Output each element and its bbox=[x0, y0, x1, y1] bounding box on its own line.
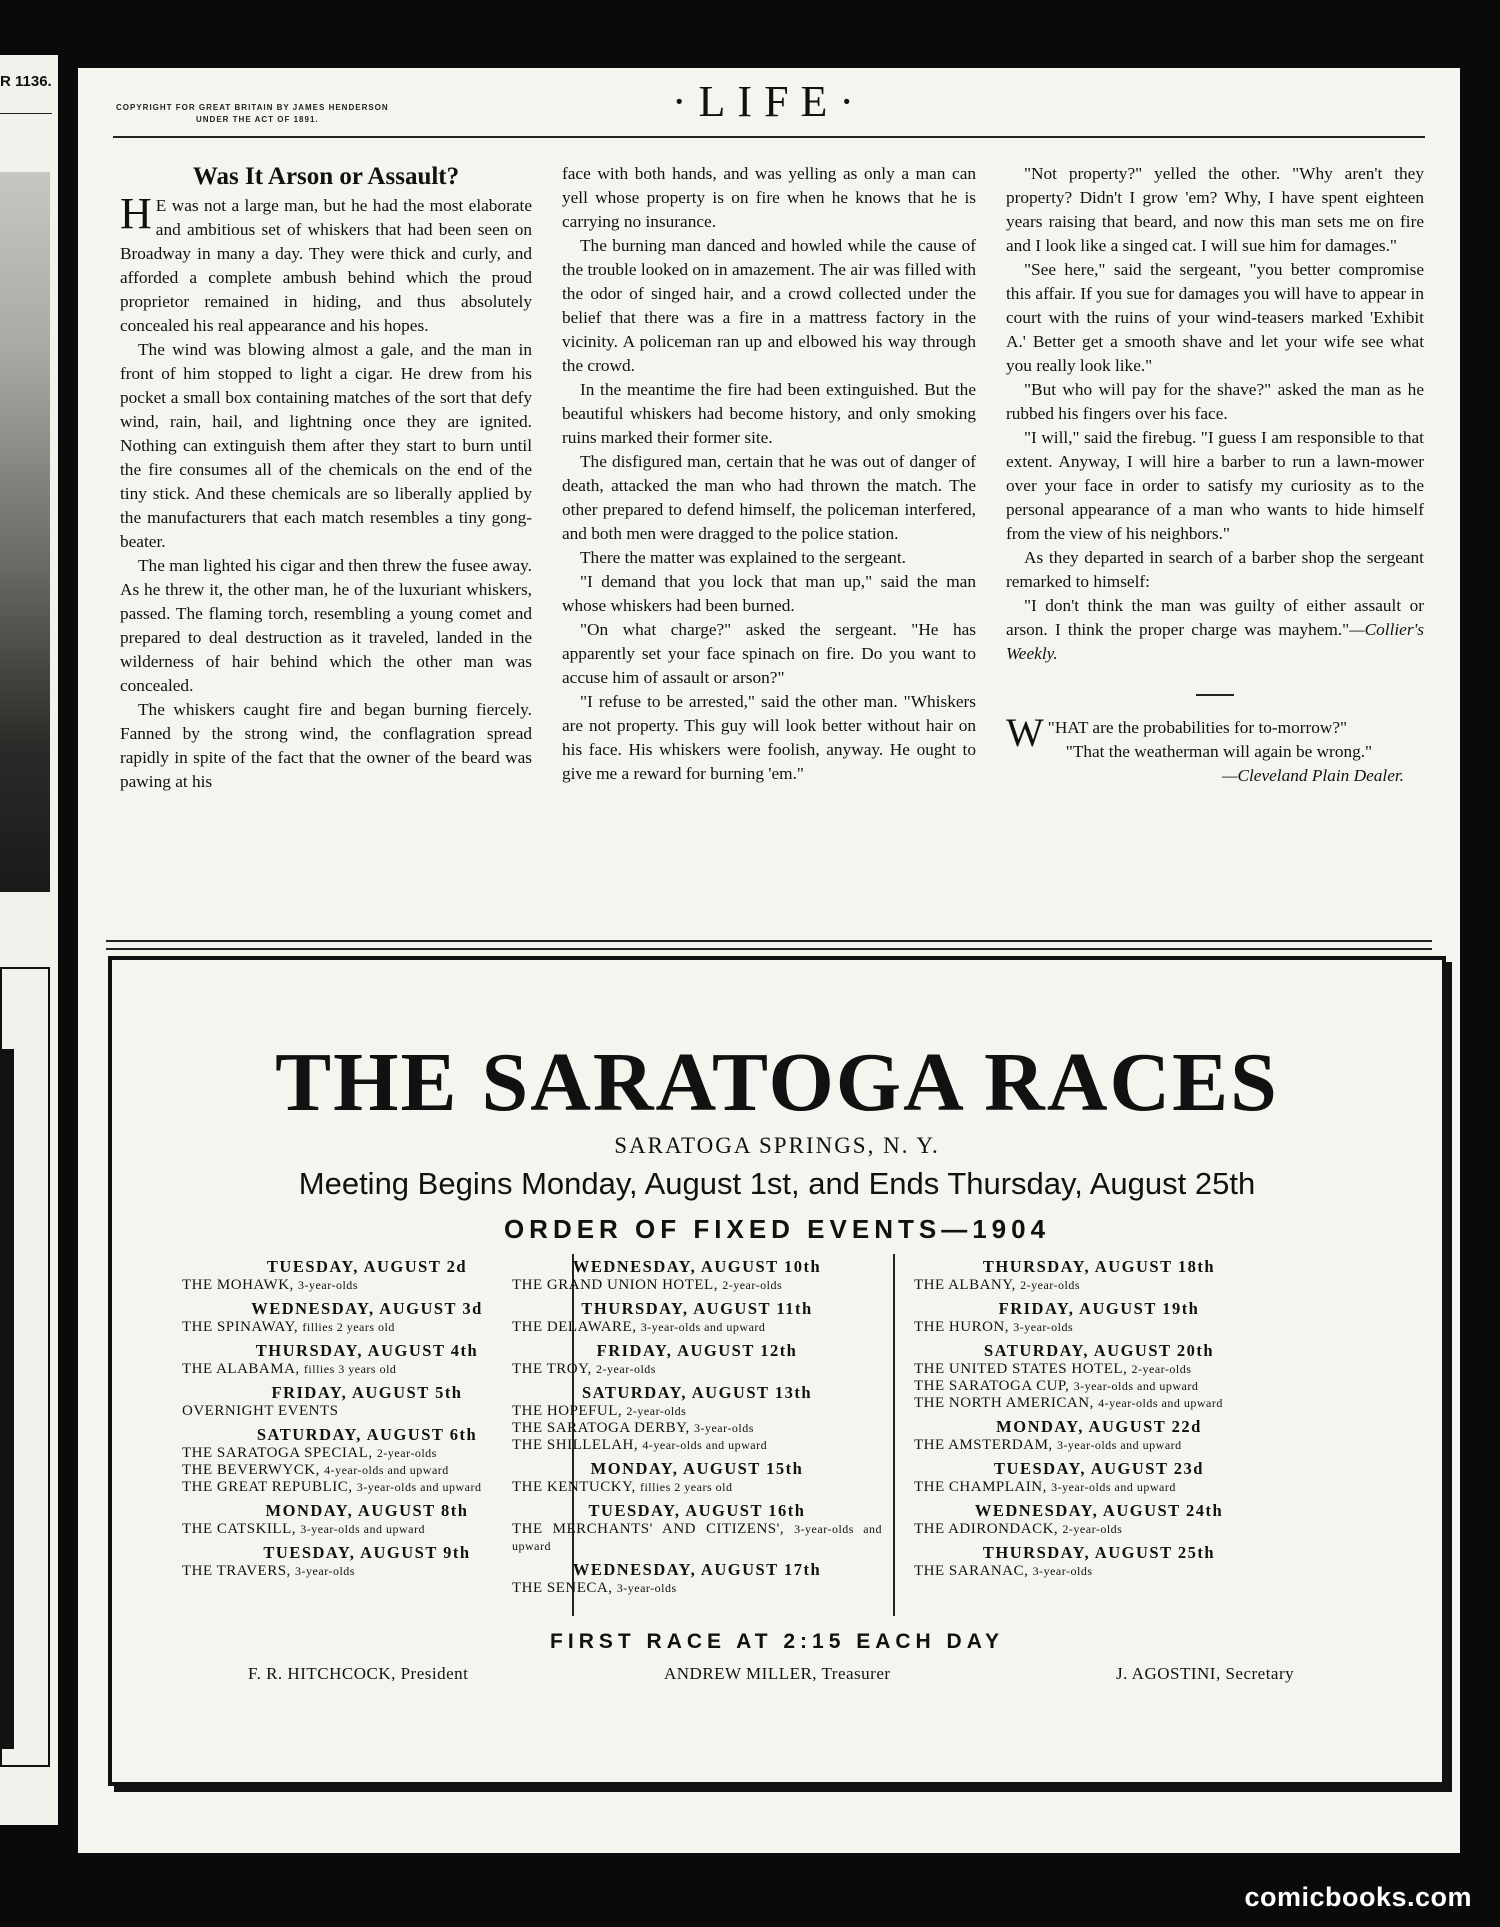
president: F. R. HITCHCOCK, President bbox=[248, 1664, 469, 1683]
events-column-2 bbox=[512, 1252, 882, 1597]
race-event: THE GRAND UNION HOTEL, 2-year-olds bbox=[512, 1277, 783, 1293]
magazine-page bbox=[78, 68, 1460, 1853]
saratoga-advertisement bbox=[108, 956, 1446, 1786]
event-date: MONDAY, AUGUST 15th bbox=[590, 1459, 804, 1478]
race-event: THE SARATOGA SPECIAL, 2-year-olds bbox=[182, 1445, 437, 1461]
secretary: J. AGOSTINI, Secretary bbox=[1116, 1664, 1295, 1683]
joke-source: —Cleveland Plain Dealer. bbox=[1222, 766, 1404, 785]
paragraph: In the meantime the fire had been extinguished. But the beautiful whiskers had become history, and only smoking ruins marked their former site. bbox=[562, 380, 976, 447]
joke-answer: "That the weatherman will again be wrong." bbox=[1065, 742, 1373, 761]
event-date: WEDNESDAY, AUGUST 10th bbox=[572, 1257, 822, 1276]
event-date: MONDAY, AUGUST 8th bbox=[265, 1501, 469, 1520]
race-event: THE SPINAWAY, fillies 2 years old bbox=[182, 1319, 395, 1335]
race-event: THE DELAWARE, 3-year-olds and upward bbox=[512, 1319, 766, 1335]
left-page-frame bbox=[0, 967, 50, 1767]
race-event: THE GREAT REPUBLIC, 3-year-olds and upward bbox=[182, 1479, 482, 1495]
paragraph: The man lighted his cigar and then threw the fusee away. As he threw it, the other man, he of the luxuriant whiskers, passed. The flaming torch, resembling a young comet and prepared to deal destruction as it traveled, landed in the wilderness of hair behind which the other man was concealed. bbox=[120, 556, 532, 695]
left-page-photo bbox=[0, 172, 50, 892]
event-date: WEDNESDAY, AUGUST 3d bbox=[251, 1299, 483, 1318]
race-event: THE AMSTERDAM, 3-year-olds and upward bbox=[914, 1437, 1182, 1453]
paragraph: As they departed in search of a barber shop the sergeant remarked to himself: bbox=[1006, 548, 1424, 591]
drop-cap: W bbox=[1006, 710, 1044, 755]
paragraph: The wind was blowing almost a gale, and the man in front of him stopped to light a cigar. He drew from his pocket a small box containing matches of the sort that defy wind, rain, hail, and lightning once they are ignited. Nothing can extinguish them after they start to burn until the fire consumes all of the chemicals on the end of the tiny stick. And these chemicals are so liberally applied by the manufacturers that each match resembles a tiny gong-beater. bbox=[120, 340, 532, 551]
section-double-rule bbox=[106, 940, 1432, 950]
joke-question: " W HAT are the probabilities for to-morrow?" bbox=[1006, 710, 1348, 755]
left-page-strip bbox=[0, 55, 58, 1825]
copyright-notice: COPYRIGHT FOR GREAT BRITAIN BY JAMES HENDERSON UNDER THE ACT OF 1891. bbox=[116, 103, 389, 124]
paragraph: "I will," said the firebug. "I guess I am responsible to that extent. Anyway, I will hire a barber to run a lawn-mower over your face in order to satisfy my curiosity as to the personal appearance of a man who wants to hide himself from the view of his neighbors." bbox=[1006, 428, 1424, 543]
watermark: comicbooks.com bbox=[1244, 1882, 1472, 1912]
event-date: WEDNESDAY, AUGUST 24th bbox=[974, 1501, 1224, 1520]
event-date: FRIDAY, AUGUST 5th bbox=[271, 1383, 463, 1402]
race-event: THE CHAMPLAIN, 3-year-olds and upward bbox=[914, 1479, 1176, 1495]
page-header bbox=[78, 68, 1460, 138]
event-date: WEDNESDAY, AUGUST 17th bbox=[572, 1560, 822, 1579]
column-divider bbox=[893, 1254, 895, 1616]
event-date: SATURDAY, AUGUST 13th bbox=[581, 1383, 813, 1402]
divider bbox=[1196, 694, 1234, 696]
ad-order-heading: ORDER OF FIXED EVENTS—1904 bbox=[503, 1214, 1051, 1244]
paragraph: "Not property?" yelled the other. "Why aren't they property? Didn't I grow 'em? Why, I have spent eighteen years raising that beard, and now this man sets me on fire and I look like a singed cat. I will sue him for damages." bbox=[1006, 164, 1424, 255]
race-event: THE UNITED STATES HOTEL, 2-year-olds bbox=[914, 1361, 1192, 1377]
race-event: THE MERCHANTS' AND CITIZENS', 3-year-olds and upward bbox=[512, 1521, 883, 1553]
paragraph: face with both hands, and was yelling as only a man can yell whose property is on fire when he knows that he is carrying no insurance. bbox=[562, 164, 976, 231]
paragraph: "On what charge?" asked the sergeant. "He has apparently set your face spinach on fire. Do you want to accuse him of assault or arson?" bbox=[562, 620, 976, 687]
event-date: MONDAY, AUGUST 22d bbox=[996, 1417, 1202, 1436]
race-event: THE TROY, 2-year-olds bbox=[512, 1361, 656, 1377]
header-rule bbox=[113, 136, 1425, 138]
masthead: ·LIFE· bbox=[671, 77, 867, 126]
event-date: TUESDAY, AUGUST 9th bbox=[263, 1543, 471, 1562]
paragraph: There the matter was explained to the sergeant. bbox=[580, 548, 906, 567]
race-event: THE SARATOGA DERBY, 3-year-olds bbox=[512, 1420, 754, 1436]
event-date: SATURDAY, AUGUST 20th bbox=[983, 1341, 1215, 1360]
race-event: THE HOPEFUL, 2-year-olds bbox=[512, 1403, 687, 1419]
event-date: FRIDAY, AUGUST 12th bbox=[596, 1341, 798, 1360]
paragraph: The disfigured man, certain that he was out of danger of death, attacked the man who had thrown the match. The other prepared to defend himself, the policeman interfered, and both men were dragged to the police station. bbox=[562, 452, 976, 543]
event-date: THURSDAY, AUGUST 11th bbox=[581, 1299, 813, 1318]
race-event: THE ALBANY, 2-year-olds bbox=[914, 1277, 1081, 1293]
paragraph: "I don't think the man was guilty of either assault or arson. I think the proper charge was mayhem."—Collier's Weekly. bbox=[1006, 596, 1424, 663]
race-event: THE SENECA, 3-year-olds bbox=[512, 1580, 677, 1596]
drop-cap: H bbox=[120, 189, 152, 238]
race-event: THE MOHAWK, 3-year-olds bbox=[182, 1277, 358, 1293]
paragraph: H E was not a large man, but he had the most elaborate and ambitious set of whiskers that had been seen on Broadway in many a day. They were thick and curly, and afforded a complete ambush behind which the proud proprietor remained in hiding, and thus absolutely concealed his real appearance and his hopes. bbox=[120, 189, 532, 335]
race-event: THE HURON, 3-year-olds bbox=[914, 1319, 1074, 1335]
event-date: THURSDAY, AUGUST 4th bbox=[255, 1341, 479, 1360]
race-event: THE TRAVERS, 3-year-olds bbox=[182, 1563, 355, 1579]
paragraph: The whiskers caught fire and began burning fiercely. Fanned by the strong wind, the conflagration spread rapidly in spite of the fact that the owner of the beard was pawing at his bbox=[120, 700, 532, 791]
race-event: THE SHILLELAH, 4-year-olds and upward bbox=[512, 1437, 768, 1453]
events-column-3 bbox=[914, 1252, 1284, 1580]
article-title: Was It Arson or Assault? bbox=[192, 163, 460, 190]
article-source: —Collier's Weekly. bbox=[1006, 620, 1424, 663]
treasurer: ANDREW MILLER, Treasurer bbox=[664, 1664, 891, 1683]
page-number: R 1136. bbox=[0, 73, 52, 90]
race-event: THE ADIRONDACK, 2-year-olds bbox=[914, 1521, 1123, 1537]
paragraph: "I demand that you lock that man up," said the man whose whiskers had been burned. bbox=[562, 572, 976, 615]
event-date: SATURDAY, AUGUST 6th bbox=[256, 1425, 478, 1444]
event-date: TUESDAY, AUGUST 23d bbox=[994, 1459, 1204, 1478]
ad-location: SARATOGA SPRINGS, N. Y. bbox=[614, 1133, 940, 1158]
race-event: THE BEVERWYCK, 4-year-olds and upward bbox=[182, 1462, 449, 1478]
first-race-time: FIRST RACE AT 2:15 EACH DAY bbox=[550, 1630, 1004, 1653]
race-event: THE SARANAC, 3-year-olds bbox=[914, 1563, 1093, 1579]
race-event: THE NORTH AMERICAN, 4-year-olds and upward bbox=[914, 1395, 1223, 1411]
event-date: TUESDAY, AUGUST 16th bbox=[588, 1501, 806, 1520]
paragraph: "But who will pay for the shave?" asked the man as he rubbed his fingers over his face. bbox=[1006, 380, 1424, 423]
ad-title: THE SARATOGA RACES bbox=[275, 1036, 1279, 1129]
race-event: THE CATSKILL, 3-year-olds and upward bbox=[182, 1521, 425, 1537]
event-date: THURSDAY, AUGUST 25th bbox=[982, 1543, 1216, 1562]
race-event: THE ALABAMA, fillies 3 years old bbox=[182, 1361, 397, 1377]
paragraph: "See here," said the sergeant, "you better compromise this affair. If you sue for damages you will have to appear in court with the ruins of your wind-teasers marked 'Exhibit A.' Better get a smooth shave and let your wife see what you really look like." bbox=[1006, 260, 1424, 375]
race-event: THE KENTUCKY, fillies 2 years old bbox=[512, 1479, 733, 1495]
event-date: TUESDAY, AUGUST 2d bbox=[266, 1257, 468, 1276]
event-date: THURSDAY, AUGUST 18th bbox=[982, 1257, 1216, 1276]
event-date: FRIDAY, AUGUST 19th bbox=[998, 1299, 1200, 1318]
ad-meeting-dates: Meeting Begins Monday, August 1st, and Ends Thursday, August 25th bbox=[298, 1166, 1256, 1201]
race-event: THE SARATOGA CUP, 3-year-olds and upward bbox=[914, 1378, 1199, 1394]
column-2 bbox=[562, 162, 976, 786]
paragraph: "I refuse to be arrested," said the other man. "Whiskers are not property. This guy will look better without hair on his face. His whiskers were foolish, anyway. He ought to give me a reward for burning 'em." bbox=[562, 692, 976, 783]
race-event: OVERNIGHT EVENTS bbox=[182, 1403, 339, 1419]
column-3 bbox=[1006, 162, 1424, 788]
page-number-rule bbox=[0, 113, 52, 114]
paragraph: The burning man danced and howled while the cause of the trouble looked on in amazement. The air was filled with the odor of singed hair, and a crowd collected under the belief that there was a fire in a mattress factory in the vicinity. A policeman ran up and elbowed his way through the crowd. bbox=[562, 236, 976, 375]
column-1 bbox=[120, 162, 532, 794]
events-column-1 bbox=[182, 1252, 552, 1580]
